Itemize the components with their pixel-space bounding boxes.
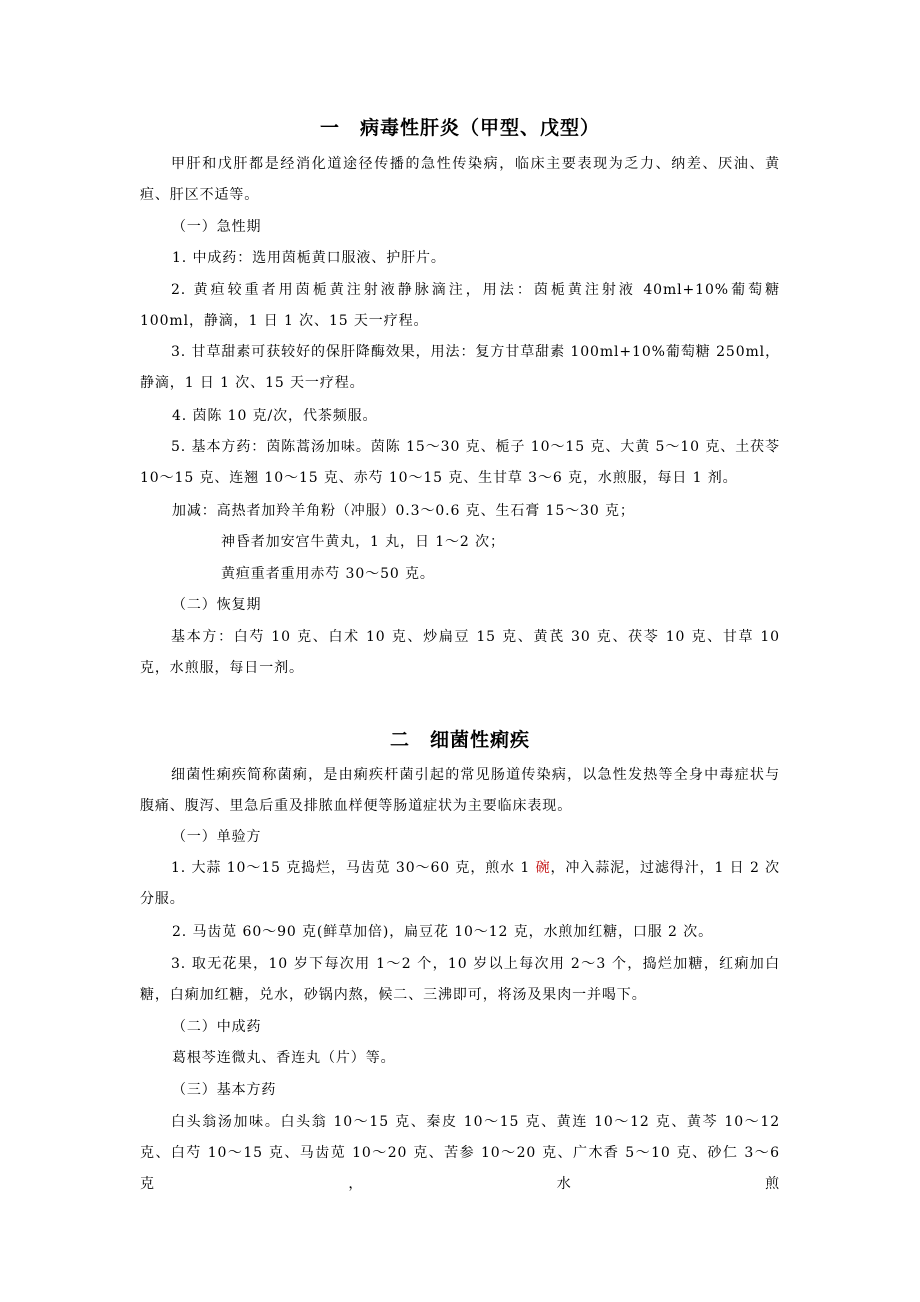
acute-item-4: 4. 茵陈 10 克/次，代茶频服。 [172, 408, 378, 424]
remedy-item-1-part-b: ，冲入蒜泥，过滤得汁，1 日 2 次分服。 [140, 860, 781, 907]
acute-item-5: 5. 基本方药：茵陈蒿汤加味。茵陈 15～30 克、栀子 10～15 克、大黄 5～10 克、土茯苓 10～15 克、连翘 10～15 克、赤芍 10～15 克、生甘草 3～6 克，水煎服，每日 1 剂。 [140, 439, 780, 486]
remedy-item-1 [140, 853, 780, 915]
acute-item-1: 1. 中成药：选用茵栀黄口服液、护肝片。 [172, 250, 446, 266]
modification-2: 神昏者加安宫牛黄丸，1 丸，日 1～2 次； [221, 534, 505, 550]
modification-1: 加减：高热者加羚羊角粉（冲服）0.3～0.6 克、生石膏 15～30 克； [172, 503, 635, 519]
remedy-item-1-marked-char: 碗 [535, 860, 551, 876]
acute-item-2: 2. 黄疸较重者用茵栀黄注射液静脉滴注，用法：茵栀黄注射液 40ml+10%葡萄糖 100ml，静滴，1 日 1 次、15 天一疗程。 [140, 282, 780, 329]
remedy-item-3: 3. 取无花果，10 岁下每次用 1～2 个，10 岁以上每次用 2～3 个，捣烂加糖，红痢加白糖，白痢加红糖，兑水，砂锅内熬，候二、三沸即可，将汤及果肉一并喝下。 [140, 956, 780, 1003]
modification-3: 黄疸重者重用赤芍 30～50 克。 [221, 566, 435, 582]
section-1-title: 一 病毒性肝炎（甲型、戊型） [319, 117, 600, 139]
basic-formula-text: 白头翁汤加味。白头翁 10～15 克、秦皮 10～15 克、黄连 10～12 克、黄芩 10～12 克、白芍 10～15 克、马齿苋 10～20 克、苦参 10～20 克、广木香 5～10 克、砂仁 3～6 克，水煎 [140, 1114, 780, 1192]
section-1-intro: 甲肝和戊肝都是经消化道途径传播的急性传染病，临床主要表现为乏力、纳差、厌油、黄疸、肝区不适等。 [140, 156, 780, 203]
remedy-item-2: 2. 马齿苋 60～90 克(鲜草加倍)，扁豆花 10～12 克，水煎加红糖，口服 2 次。 [172, 924, 713, 940]
patent-medicine-heading: （二）中成药 [172, 1019, 262, 1035]
patent-medicine-text: 葛根芩连微丸、香连丸（片）等。 [172, 1050, 396, 1066]
acute-item-3: 3. 甘草甜素可获较好的保肝降酶效果，用法：复方甘草甜素 100ml+10%葡萄糖 250ml，静滴，1 日 1 次、15 天一疗程。 [140, 344, 780, 391]
section-2-intro: 细菌性痢疾简称菌痢，是由痢疾杆菌引起的常见肠道传染病，以急性发热等全身中毒症状与腹痛、腹泻、里急后重及排脓血样便等肠道症状为主要临床表现。 [140, 767, 780, 814]
section-2-title: 二 细菌性痢疾 [389, 729, 530, 751]
basic-formula-heading: （三）基本方药 [172, 1082, 277, 1098]
remedy-item-1-part-a: 1. 大蒜 10～15 克捣烂，马齿苋 30～60 克，煎水 1 [171, 860, 536, 876]
single-remedy-heading: （一）单验方 [172, 829, 262, 845]
recovery-formula: 基本方：白芍 10 克、白术 10 克、炒扁豆 15 克、黄芪 30 克、茯苓 10 克、甘草 10 克，水煎服，每日一剂。 [140, 629, 780, 676]
acute-phase-heading: （一）急性期 [172, 219, 262, 235]
recovery-phase-heading: （二）恢复期 [172, 597, 262, 613]
